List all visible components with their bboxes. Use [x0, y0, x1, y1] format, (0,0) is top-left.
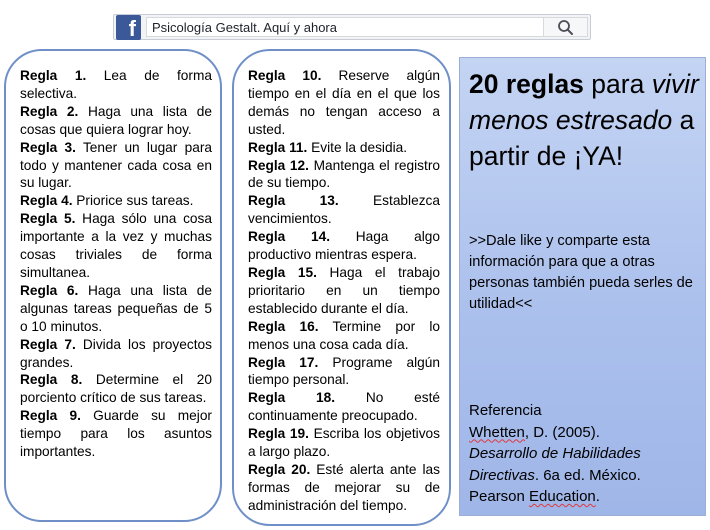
rule-label: Regla 17. [248, 354, 319, 370]
rule-label: Regla 1. [20, 68, 87, 83]
rule-item [248, 461, 440, 515]
rule-item [20, 139, 212, 193]
rule-text: Divida los proyectos grandes. [20, 336, 212, 370]
rule-text: Lea de forma selectiva. [20, 68, 212, 101]
headline-italic: vivir menos estresado [469, 69, 699, 135]
rule-label: Regla 20. [248, 461, 311, 477]
headline [469, 66, 705, 174]
rule-label: Regla 2. [20, 103, 79, 119]
rule-item [20, 371, 212, 407]
rule-label: Regla 14. [248, 229, 330, 245]
headline-bold: 20 reglas [469, 69, 584, 99]
reference-label: Referencia [469, 402, 542, 419]
rule-text: Mantenga el registro de su tiempo. [248, 157, 440, 191]
rule-text: Priorice sus tareas. [72, 193, 194, 209]
rule-text: Escriba los objetivos a largo plazo. [248, 426, 440, 460]
rules-column-right [232, 49, 451, 526]
rule-item [248, 139, 440, 157]
rule-text: Haga una lista de algunas tareas pequeñas de 5 o 10 minutos. [20, 282, 212, 334]
rule-text: Haga una lista de cosas que quiera lograr hoy. [20, 103, 212, 137]
rules-list-right [248, 67, 440, 515]
rule-item [20, 407, 212, 461]
search-input[interactable]: Psicología Gestalt. Aquí y ahora [146, 17, 544, 37]
reference-author [469, 422, 705, 444]
reference-author-surname: Whetten [469, 423, 525, 441]
reference-publisher-word: Education [529, 488, 596, 505]
rule-text: Evite la desidia. [307, 139, 408, 155]
rule-item [20, 192, 212, 210]
headline-text-1: para [583, 69, 652, 99]
rule-label: Regla 9. [20, 408, 81, 424]
rule-item [20, 336, 212, 372]
rule-item [248, 228, 440, 264]
reference [469, 400, 705, 508]
rules-column-left [4, 49, 222, 522]
reference-author-rest: , D. (2005). [524, 423, 600, 441]
reference-publisher-pre: Pearson [469, 488, 530, 505]
rule-text: Termine por lo menos una cosa cada día. [248, 318, 440, 352]
rule-item [248, 318, 440, 354]
reference-title-line [469, 443, 705, 486]
rule-text: Reserve algún tiempo en el día en el que los demás no tengan acceso a usted. [248, 68, 440, 137]
rule-text: Haga algo productivo mientras espera. [248, 229, 440, 263]
reference-publisher-post: . [595, 488, 600, 505]
rule-item [20, 103, 212, 139]
rule-item [248, 264, 440, 318]
rule-text: Haga sólo una cosa importante a la vez y muchas cosas triviales de forma simultanea. [20, 211, 212, 280]
rule-label: Regla 7. [20, 336, 76, 352]
rule-item [248, 157, 440, 193]
reference-publisher [469, 486, 705, 508]
rule-text: Esté alerta ante las formas de mejorar su de administración del tiempo. [248, 461, 440, 513]
facebook-logo-icon[interactable]: f [116, 15, 141, 40]
rule-item [20, 210, 212, 282]
rule-item [248, 192, 440, 228]
rule-label: Regla 6. [20, 282, 79, 298]
search-icon [557, 19, 574, 36]
rule-label: Regla 19. [248, 426, 309, 442]
rule-item [248, 425, 440, 461]
rule-item [248, 354, 440, 390]
rule-label: Regla 5. [20, 211, 76, 227]
rule-item [248, 67, 440, 139]
reference-edition: . 6a ed. México. [534, 466, 641, 484]
rule-label: Regla 16. [248, 318, 319, 334]
rule-label: Regla 18. [248, 390, 336, 406]
rule-label: Regla 4. [20, 193, 73, 209]
rule-label: Regla 10. [248, 68, 322, 83]
rule-text: Guarde su mejor tiempo para los asuntos importantes. [20, 408, 212, 460]
rule-text: Tener un lugar para todo y mantener cada cosa en su lugar. [20, 139, 212, 191]
info-panel [459, 57, 706, 516]
rule-label: Regla 13. [248, 193, 339, 209]
rule-text: Determine el 20 porciento crítico de sus tareas. [20, 372, 212, 406]
rule-text: No esté continuamente preocupado. [248, 390, 440, 424]
rule-text: Programe algún tiempo personal. [248, 354, 440, 388]
call-to-action: >>Dale like y comparte esta información para que a otras personas también pueda serles de utilidad<< [469, 233, 693, 312]
rule-label: Regla 12. [248, 157, 309, 173]
rule-label: Regla 3. [20, 139, 76, 155]
rule-text: Establezca vencimientos. [248, 193, 440, 227]
rule-label: Regla 11. [248, 139, 308, 155]
rules-list-left [20, 67, 212, 461]
rule-item [20, 282, 212, 336]
rule-item [20, 67, 212, 103]
reference-title: Desarrollo de Habilidades Directivas [469, 445, 641, 484]
rule-item [248, 389, 440, 425]
rule-text: Haga el trabajo prioritario en un tiempo establecido durante el día. [248, 264, 440, 316]
rule-label: Regla 15. [248, 264, 317, 280]
headline-text-2: a partir de ¡YA! [469, 105, 695, 171]
search-button[interactable] [544, 17, 588, 37]
rule-label: Regla 8. [20, 372, 83, 388]
